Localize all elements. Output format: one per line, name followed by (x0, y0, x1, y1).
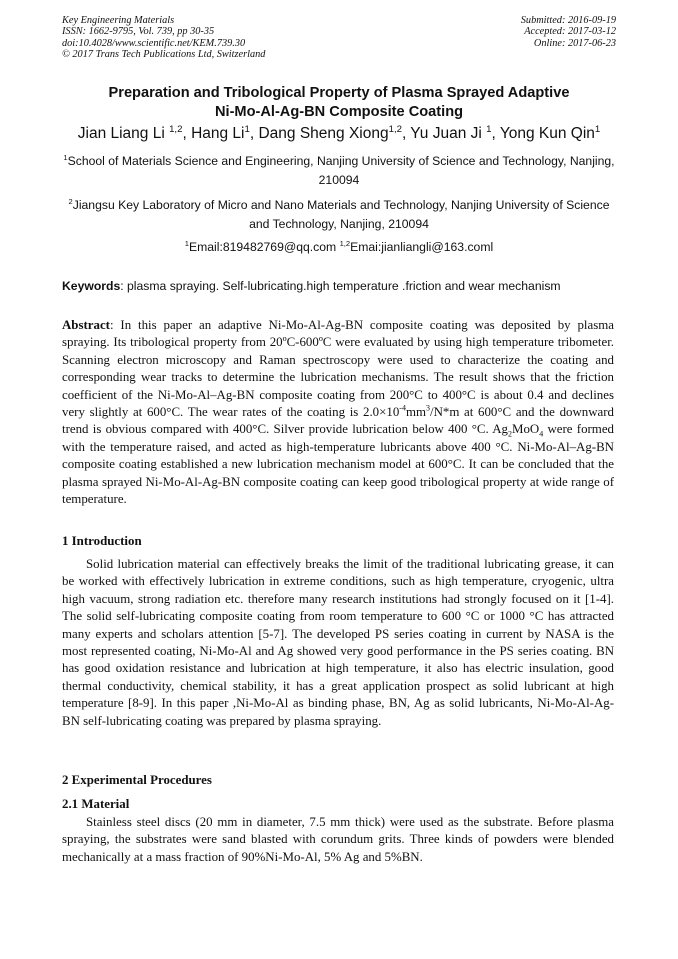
email-mark: 1,2 (339, 238, 351, 248)
author-affiliation-mark: 1 (594, 123, 601, 135)
online-date: Online: 2017-06-23 (533, 37, 616, 49)
author-separator: , (401, 125, 411, 142)
material-paragraph: Stainless steel discs (20 mm in diameter, 7.5 mm thick) were used as the substrate. Before plasma spraying, the substrates were sand blasted with corundum grits. Three kinds of powders were blended mechanically at a mass fraction of 90%Ni-Mo-Al, 5% Ag and 5%BN. (62, 815, 614, 864)
affiliation-text: Jiangsu Key Laboratory of Micro and Nano Materials and Technology, Nanjing University of Science and Technology, Nanjing, 210094 (72, 198, 610, 231)
introduction-paragraph: Solid lubrication material can effectively breaks the limit of the traditional lubricating grease, it can be worked with effectively lubrication in extreme conditions, such as high temperature, cryogenic, ultra high vacuum, strong radiation etc. therefore many research institutions had strongly focused on it [1-4]. The solid self-lubricating composite coating from room temperature to 600 °C or 1000 °C has attracted many experts and scholars attention [5-7]. The developed PS series coating in current by NASA is the most represented coating, Ni-Mo-Al and Ag showed very good performance in the PS series coating. BN has good oxidation resistance and lubrication at high temperature, it also has electric insulation, good thermal conductivity, chemical stability, it has a great application prospect as solid lubricant at high temperature [8-9]. In this paper ,Ni-Mo-Al as binding phase, BN, Ag as solid lubricants, Ni-Mo-Al-Ag- BN self-lubricating coating was prepared by plasma spraying. (62, 557, 614, 728)
affiliation-1 (60, 152, 618, 190)
journal-issn: ISSN: 1662-9795, Vol. 739, pp 30-35 (62, 26, 215, 38)
author-affiliation-mark: 1 (244, 123, 250, 135)
subscript: 2 (507, 430, 512, 440)
journal-name: Key Engineering Materials (62, 15, 175, 26)
author-affiliation-mark: 1,2 (169, 123, 183, 135)
email-address[interactable]: Emai:jianliangli@163.coml (350, 240, 494, 254)
title-line-1: Preparation and Tribological Property of Plasma Sprayed Adaptive (108, 85, 570, 101)
abstract (62, 317, 614, 508)
dates-header (521, 15, 616, 49)
affiliation-text: School of Materials Science and Engineering, Nanjing University of Science and Technology, Nanjing, 210094 (67, 154, 615, 187)
paper-title (50, 84, 628, 122)
author-affiliation-mark: 1 (486, 123, 492, 135)
author-name: Jian Liang Li (77, 125, 170, 142)
journal-doi: doi:10.4028/www.scientific.net/KEM.739.30 (62, 37, 246, 49)
abstract-text: mm (405, 405, 426, 420)
keywords-text: : plasma spraying. Self-lubricating.high temperature .friction and wear mechanism (120, 279, 561, 293)
exponent: -4 (399, 403, 406, 413)
author-affiliation-mark: 1,2 (388, 123, 402, 135)
section-heading-introduction: 1 Introduction (62, 534, 142, 548)
affiliation-mark: 2 (68, 196, 73, 206)
author-name: Dang Sheng Xiong (258, 125, 389, 142)
affiliation-2 (60, 196, 618, 234)
author-separator: , (491, 125, 500, 142)
author-separator: , (249, 125, 259, 142)
abstract-label: Abstract (62, 318, 110, 332)
author-name: Yu Juan Ji (410, 125, 487, 142)
subscript: 4 (539, 430, 544, 440)
journal-header (62, 15, 265, 60)
abstract-text: /N*m at 600°C and the downward trend is obvious compared with 400°C. Silver provide lubrication below 400 °C. Ag (62, 405, 614, 437)
affiliation-mark: 1 (63, 152, 68, 162)
section-heading-experimental: 2 Experimental Procedures (62, 773, 212, 787)
author-name: Yong Kun Qin (499, 125, 595, 142)
accepted-date: Accepted: 2017-03-12 (524, 26, 616, 38)
journal-copyright: © 2017 Trans Tech Publications Ltd, Switzerland (62, 48, 266, 60)
email-mark: 1 (184, 238, 189, 248)
abstract-text: : In this paper an adaptive Ni-Mo-Al-Ag-BN composite coating was deposited by plasma spraying. Its tribological property from 20ºC-600ºC were evaluated by using high temperature tribometer. Scanning electron microscopy and Raman spectroscopy were used to characterize the coating and corresponding wear tracks to determine the lubrication mechanisms. The result shows that the friction coefficient of the Ni-Mo-Al–Ag-BN composite coating from 200°C to 400°C is about 0.4 and declines very slightly at 600°C. The wear rates of the coating is 2.0×10 (62, 318, 614, 420)
author-name: Hang Li (191, 125, 245, 142)
author-separator: , (182, 125, 192, 142)
title-line-2: Ni-Mo-Al-Ag-BN Composite Coating (214, 104, 464, 120)
subsection-heading-material: 2.1 Material (62, 797, 130, 811)
keywords (62, 278, 622, 295)
keywords-label: Keywords (62, 279, 121, 293)
submitted-date: Submitted: 2016-09-19 (520, 15, 616, 26)
email-address[interactable]: Email:819482769@qq.com (188, 240, 340, 254)
exponent: 3 (426, 403, 430, 413)
author-list (40, 124, 638, 144)
abstract-text: MoO (511, 422, 540, 437)
abstract-text: were formed with the temperature raised, and acted as high-temperature lubricants above 400 °C. Ni-Mo-Al–Ag-BN composite coating established a new lubrication mechanism model at 600°C. It can be concluded that the plasma sprayed Ni-Mo-Al-Ag-BN composite coating can keep good tribological property at wide range of temperature. (62, 422, 614, 507)
email-line (60, 238, 618, 257)
